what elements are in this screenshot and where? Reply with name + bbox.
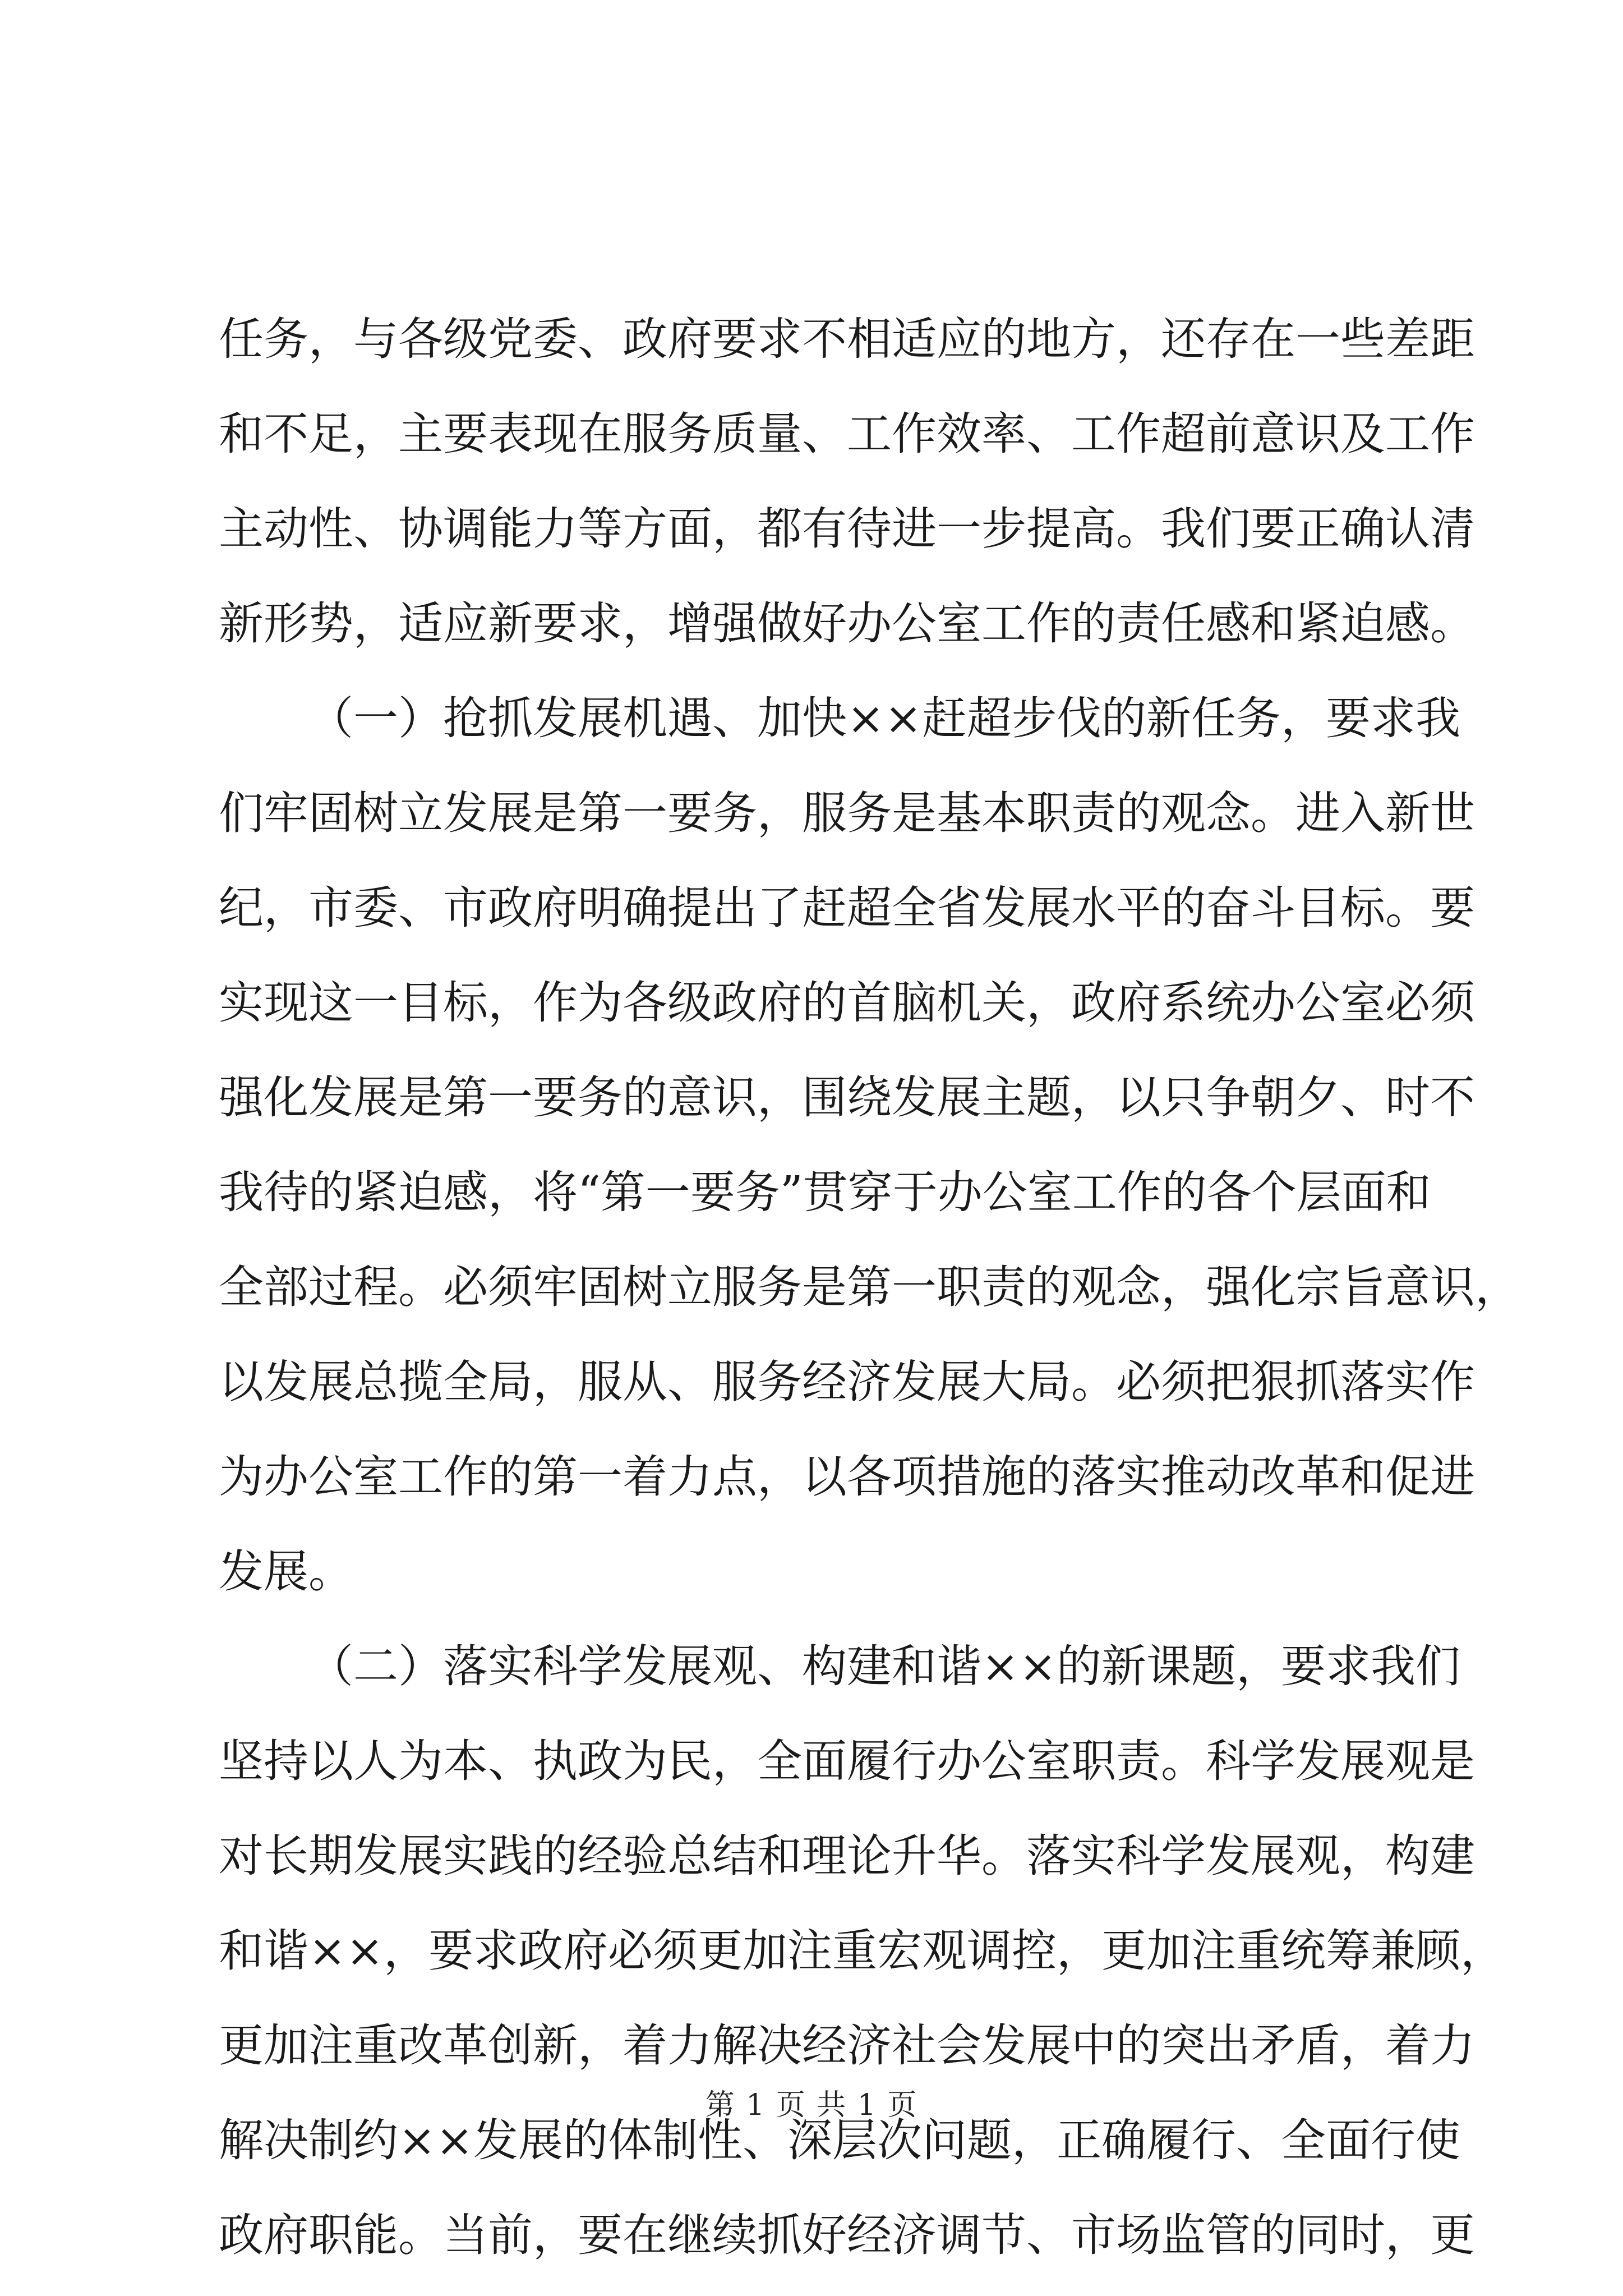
paragraph-line: 更加注重改革创新，着力解决经济社会发展中的突出矛盾，着力 — [219, 2019, 1475, 2072]
paragraph-line: （一）抢抓发展机遇、加快××赶超步伐的新任务，要求我 — [308, 692, 1461, 744]
paragraph-line: 发展。 — [219, 1545, 353, 1598]
paragraph-line: 任务，与各级党委、政府要求不相适应的地方，还存在一些差距 — [219, 313, 1475, 365]
paragraph-line: 主动性、协调能力等方面，都有待进一步提高。我们要正确认清 — [219, 503, 1475, 555]
paragraph-line: 新形势，适应新要求，增强做好办公室工作的责任感和紧迫感。 — [219, 597, 1475, 650]
paragraph-line: 为办公室工作的第一着力点，以各项措施的落实推动改革和促进 — [219, 1451, 1475, 1503]
paragraph-line: 和不足，主要表现在服务质量、工作效率、工作超前意识及工作 — [219, 408, 1475, 460]
paragraph-line: 纪，市委、市政府明确提出了赶超全省发展水平的奋斗目标。要 — [219, 882, 1475, 934]
paragraph-line: 坚持以人为本、执政为民，全面履行办公室职责。科学发展观是 — [219, 1735, 1475, 1787]
paragraph-line: 以发展总揽全局，服从、服务经济发展大局。必须把狠抓落实作 — [219, 1356, 1475, 1408]
paragraph-line: 们牢固树立发展是第一要务，服务是基本职责的观念。进入新世 — [219, 787, 1475, 839]
paragraph-line: 实现这一目标，作为各级政府的首脑机关，政府系统办公室必须 — [219, 977, 1475, 1029]
paragraph-line: 解决制约××发展的体制性、深层次问题，正确履行、全面行使 — [219, 2114, 1461, 2166]
paragraph-line: （二）落实科学发展观、构建和谐××的新课题，要求我们 — [308, 1640, 1461, 1692]
page-footer: 第 1 页 共 1 页 — [705, 2088, 918, 2122]
paragraph-line: 政府职能。当前，要在继续抓好经济调节、市场监管的同时，更 — [219, 2209, 1475, 2261]
paragraph-line: 强化发展是第一要务的意识，围绕发展主题，以只争朝夕、时不 — [219, 1071, 1475, 1124]
paragraph-line: 和谐××，要求政府必须更加注重宏观调控，更加注重统筹兼顾， — [219, 1925, 1506, 1977]
paragraph-line: 全部过程。必须牢固树立服务是第一职责的观念，强化宗旨意识， — [219, 1261, 1520, 1313]
paragraph-line: 对长期发展实践的经验总结和理论升华。落实科学发展观，构建 — [219, 1830, 1475, 1882]
document-body — [219, 292, 1520, 2283]
paragraph-line: 我待的紧迫感，将“第一要务”贯穿于办公室工作的各个层面和 — [219, 1166, 1431, 1218]
